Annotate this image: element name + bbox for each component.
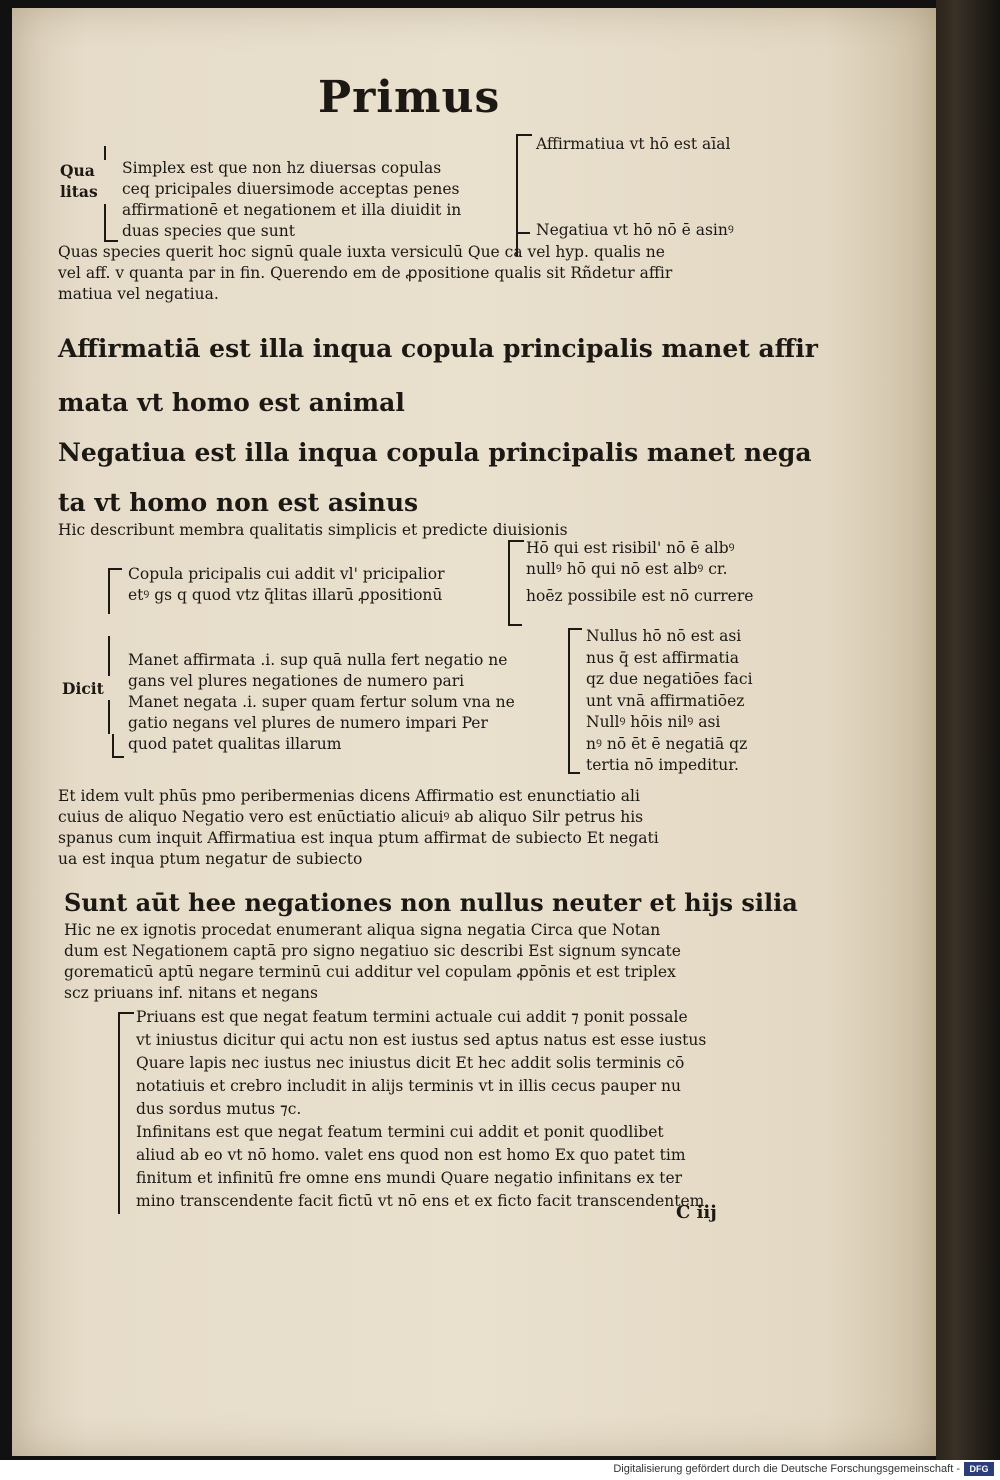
affirmativa-example: Affirmatiua vt hō est aīal <box>536 135 731 153</box>
text-line: tertia nō impeditur. <box>586 756 739 774</box>
block2-text-a <box>128 564 445 606</box>
bracket <box>104 204 118 242</box>
block5-text <box>136 1006 706 1213</box>
block3-text <box>58 786 659 870</box>
text-line: gans vel plures negationes de numero pari <box>128 672 465 690</box>
bracket <box>508 600 522 626</box>
negativa-example: Negatiua vt hō nō ē asinꝰ <box>536 221 734 239</box>
text-line: Infinitans est que negat featum termini cui addit et ponit quodlibet <box>136 1123 664 1141</box>
bracket <box>112 734 124 758</box>
running-head: Primus <box>318 72 501 123</box>
definition-line: Affirmatiā est illa inqua copula principalis manet affir <box>58 334 818 363</box>
margin-line: Qua <box>60 161 95 180</box>
bracket <box>118 1012 134 1214</box>
text-line: Nullus hō nō est asi <box>586 627 742 645</box>
block2-right-b <box>586 626 753 777</box>
bracket <box>108 636 110 676</box>
text-line: scz priuans inf. nitans et negans <box>64 984 318 1002</box>
definition-line: mata vt homo est animal <box>58 388 405 417</box>
block2-text-b <box>128 650 515 755</box>
text-line: aliud ab eo vt nō homo. valet ens quod non est homo Ex quo patet tim <box>136 1146 686 1164</box>
text-line: Quare lapis nec iustus nec iniustus dicit Et hec addit solis terminis cō <box>136 1054 685 1072</box>
bracket <box>108 568 122 614</box>
text-line: etꝰ gs q quod vtz q̄litas illarū ꝓpositionū <box>128 586 443 604</box>
block4-text <box>64 920 681 1004</box>
definition-line: ta vt homo non est asinus <box>58 488 419 517</box>
text-line: Simplex est que non hz diuersas copulas <box>122 159 442 177</box>
text-line: hoēz possibile est nō currere <box>526 587 754 605</box>
block1-text <box>122 158 461 242</box>
text-line: gatio negans vel plures de numero impari Per <box>128 714 488 732</box>
definition-line: Negatiua est illa inqua copula principalis manet nega <box>58 438 812 467</box>
text-line: gorematicū aptū negare terminū cui additur vel copulam ꝓpōnis et est triplex <box>64 963 676 981</box>
text-line: spanus cum inquit Affirmatiua est inqua ptum affirmat de subiecto Et negati <box>58 829 659 847</box>
text-line: nꝰ nō ēt ē negatiā qz <box>586 734 748 753</box>
text-line: Et idem vult phūs pmo peribermenias dicens Affirmatio est enunctiatio ali <box>58 787 640 805</box>
margin-label-dicit: Dicit <box>62 679 104 698</box>
dfg-logo: DFG <box>964 1462 994 1476</box>
text-line: nullꝰ hō qui nō est albꝰ cr. <box>526 560 728 578</box>
text-line: Nullꝰ hōis nilꝰ asi <box>586 713 721 731</box>
text-line: Manet negata .i. super quam fertur solum vna ne <box>128 693 515 711</box>
text-line: unt vnā affirmatiōez <box>586 691 745 710</box>
margin-line: litas <box>60 182 98 201</box>
block2-intro: Hic describunt membra qualitatis simplicis et predicte diuisionis <box>58 521 568 539</box>
text-line: dus sordus mutus ⁊c. <box>136 1100 302 1118</box>
text-line: vt iniustus dicitur qui actu non est iustus sed aptus natus est esse iustus <box>136 1031 707 1049</box>
footer-credit: Digitalisierung gefördert durch die Deutsche Forschungsgemeinschaft - <box>613 1463 960 1475</box>
text-line: Hō qui est risibil' nō ē albꝰ <box>526 539 735 557</box>
book-edge <box>936 0 1000 1460</box>
section-heading: Sunt aūt hee negationes non nullus neuter et hijs silia <box>64 888 798 917</box>
bracket <box>516 134 532 256</box>
text-line: vel aff. v quanta par in fin. Querendo em de ꝓpositione qualis sit Rñdetur affir <box>58 264 673 282</box>
text-line: qz due negatiōes faci <box>586 670 753 688</box>
text-line: duas species que sunt <box>122 222 295 240</box>
text-line: Hic ne ex ignotis procedat enumerant aliqua signa negatia Circa que Notan <box>64 921 661 939</box>
text-line: Quas species querit hoc signū quale iuxta versiculū Que ca vel hyp. qualis ne <box>58 243 665 261</box>
text-line: nus q̄ est affirmatia <box>586 648 739 667</box>
text-line: ua est inqua ptum negatur de subiecto <box>58 850 363 868</box>
bracket <box>516 200 530 234</box>
bracket <box>108 700 110 734</box>
bracket <box>568 748 580 774</box>
text-line: quod patet qualitas illarum <box>128 735 342 753</box>
margin-label-qualitas <box>60 160 98 202</box>
text-line: notatiuis et crebro includit in alijs terminis vt in illis cecus pauper nu <box>136 1077 681 1095</box>
bracket <box>104 146 106 160</box>
text-line: cuius de aliquo Negatio vero est enūctiatio alicuiꝰ ab aliquo Silr petrus his <box>58 808 644 826</box>
signature-mark: C iij <box>676 1202 717 1223</box>
block1-continuation <box>58 242 672 305</box>
text-line: Copula pricipalis cui addit vl' pricipalior <box>128 565 445 583</box>
block2-right-a <box>526 538 753 607</box>
text-line: Manet affirmata .i. sup quā nulla fert negatio ne <box>128 651 508 669</box>
text-line: Priuans est que negat featum termini actuale cui addit ⁊ ponit possale <box>136 1008 688 1026</box>
text-line: ceq pricipales diuersimode acceptas penes <box>122 180 460 198</box>
text-line: finitum et infinitū fre omne ens mundi Quare negatio infinitans ex ter <box>136 1169 683 1187</box>
text-line: mino transcendente facit fictū vt nō ens et ex ficto facit transcendentem <box>136 1192 705 1210</box>
text-line: affirmationē et negationem et illa diuidit in <box>122 201 462 219</box>
text-line: dum est Negationem captā pro signo negatiuo sic describi Est signum syncate <box>64 942 681 960</box>
text-line: matiua vel negatiua. <box>58 285 219 303</box>
